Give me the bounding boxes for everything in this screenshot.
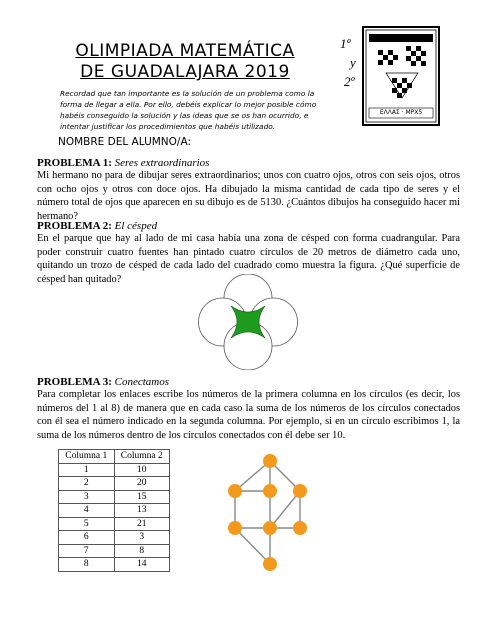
table-row xyxy=(59,517,170,531)
table-cell-col2: 3 xyxy=(114,531,170,545)
table-row xyxy=(59,504,170,518)
table-row xyxy=(59,558,170,572)
graph-node xyxy=(228,521,242,535)
problem-3-number: PROBLEMA 3: xyxy=(37,376,112,388)
graph-node xyxy=(228,484,242,498)
logo-caption: ΕΛΛΑΣ · ΜΡΧ5 xyxy=(379,109,423,116)
table-cell-col2: 20 xyxy=(114,477,170,491)
table-cell-col1: 7 xyxy=(59,544,115,558)
problem-2-number: PROBLEMA 2: xyxy=(37,220,112,232)
page-title-line2: DE GUADALAJARA 2019 xyxy=(80,62,290,82)
table-cell-col1: 1 xyxy=(59,463,115,477)
table-row xyxy=(59,544,170,558)
graph-edge xyxy=(270,491,300,528)
columns-table xyxy=(58,449,170,572)
table-row xyxy=(59,531,170,545)
table-header-col2: Columna 2 xyxy=(114,450,170,464)
intro-text: Recordad que tan importante es la solución de un problema como la forma de llegar a ella. Por ello, debéis explicar lo mejor posible cómo habéis conseguido la solución y las ideas que se os han ocurrido, e intentar justificar los procedimientos que habéis utilizado. xyxy=(60,89,317,131)
table-header-row xyxy=(59,450,170,464)
table-row xyxy=(59,463,170,477)
graph-node xyxy=(263,484,277,498)
table-cell-col2: 14 xyxy=(114,558,170,572)
table-cell-col1: 4 xyxy=(59,504,115,518)
table-cell-col1: 5 xyxy=(59,517,115,531)
problem-3-text: Para completar los enlaces escribe los números de la primera columna en los círculos (es decir, los números del 1 al 8) de manera que en cada caso la suma de los números de los círculos conectados con él sea el número indicado en la segunda columna. Por ejemplo, si en un círculo escribimos 1, la suma de los números dentro de los círculos conectados con él debe ser 10. xyxy=(37,389,460,441)
problem-2-heading xyxy=(37,220,157,232)
problem-3-heading xyxy=(37,376,169,388)
problem-2-title: El césped xyxy=(114,220,158,232)
table-row xyxy=(59,490,170,504)
table-header-col1: Columna 1 xyxy=(59,450,115,464)
table-row xyxy=(59,477,170,491)
graph-node xyxy=(263,454,277,468)
table-cell-col2: 21 xyxy=(114,517,170,531)
graph-node xyxy=(293,484,307,498)
problem-1-number: PROBLEMA 1: xyxy=(37,157,112,169)
problem-2-text: En el parque que hay al lado de mi casa había una zona de césped con forma cuadrangular. Para poder construir cuatro fuentes han pintado cuatro círculos de 20 metros de diámetro cada uno, quitando un trozo de césped de cada lado del cuadrado como muestra la figura. ¿Qué superficie de césped han quitado? xyxy=(37,233,460,285)
table-cell-col1: 2 xyxy=(59,477,115,491)
level-y: y xyxy=(350,55,356,70)
table-cell-col1: 8 xyxy=(59,558,115,572)
problem-1-text: Mi hermano no para de dibujar seres extraordinarios; unos con cuatro ojos, otros con seis ojos, otros con ocho ojos y otros con doce ojos. Ha dibujado la misma cantidad de cada tipo de seres y el número total de ojos que aparecen en su dibujo es de 5130. ¿Cuántos dibujos ha conseguido hacer mi hermano? xyxy=(37,170,460,222)
table-cell-col1: 3 xyxy=(59,490,115,504)
connection-graph xyxy=(220,448,320,578)
table-cell-col1: 6 xyxy=(59,531,115,545)
graph-node xyxy=(293,521,307,535)
olympiad-logo xyxy=(362,26,440,126)
student-name-label: NOMBRE DEL ALUMNO/A: xyxy=(58,136,192,148)
graph-edge xyxy=(235,528,270,564)
level-2: 2º xyxy=(344,74,355,89)
table-cell-col2: 8 xyxy=(114,544,170,558)
lawn-figure xyxy=(198,274,298,370)
graph-node xyxy=(263,557,277,571)
graph-node xyxy=(263,521,277,535)
table-cell-col2: 15 xyxy=(114,490,170,504)
page-title-line1: OLIMPIADA MATEMÁTICA xyxy=(75,41,295,61)
level-1: 1º xyxy=(340,36,351,51)
table-cell-col2: 10 xyxy=(114,463,170,477)
problem-1-title: Seres extraordinarios xyxy=(114,157,210,169)
table-cell-col2: 13 xyxy=(114,504,170,518)
problem-1-heading xyxy=(37,157,209,169)
problem-3-title: Conectamos xyxy=(114,376,170,388)
